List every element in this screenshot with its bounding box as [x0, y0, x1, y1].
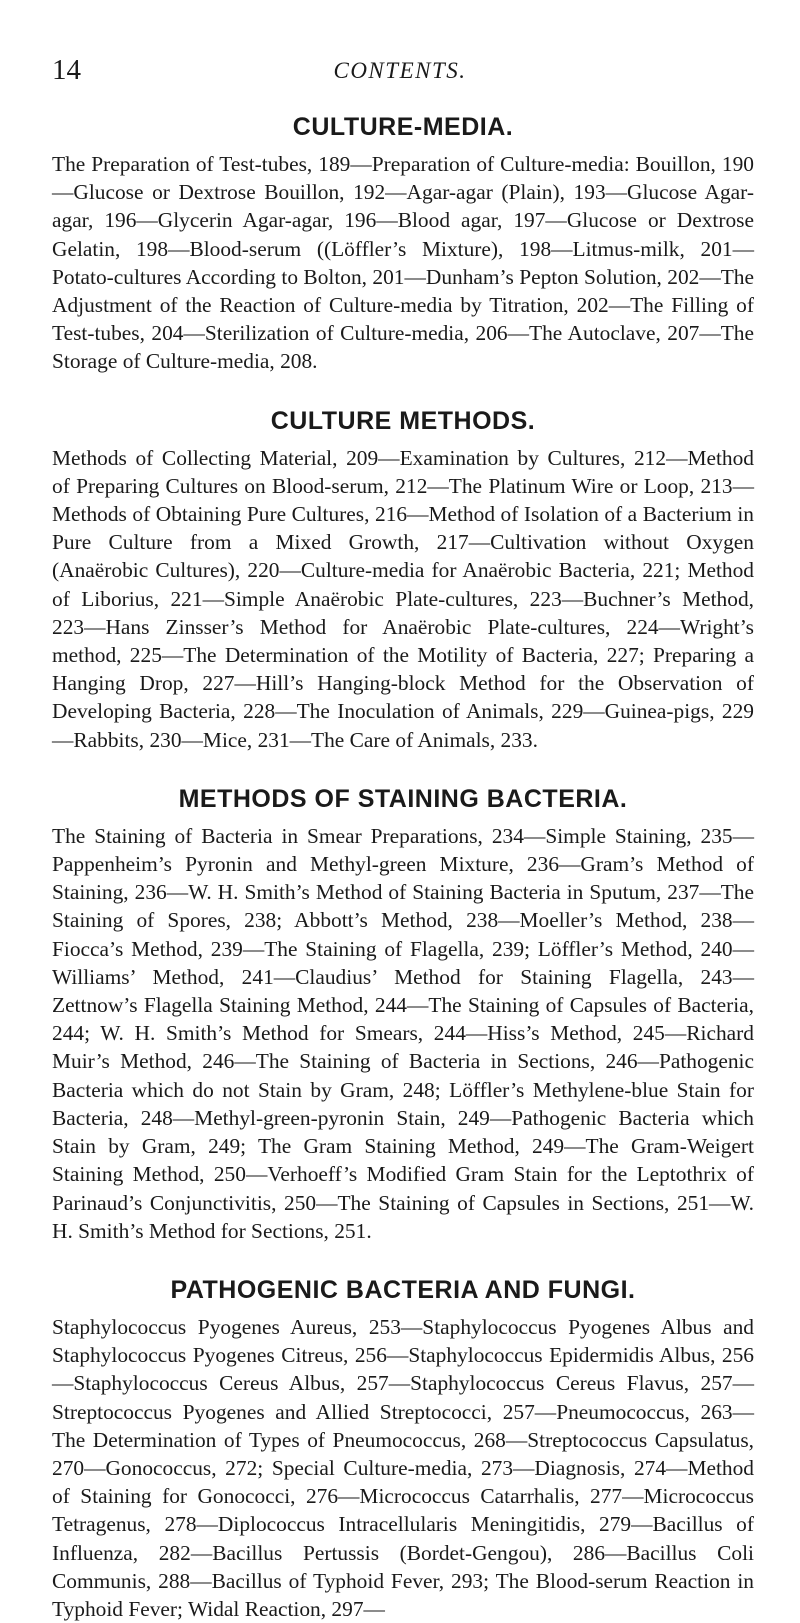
section-heading: CULTURE-MEDIA. — [292, 113, 514, 141]
section-entries: The Staining of Bacteria in Smear Preparations, 234—Simple Staining, 235—Pappenheim’s Pyronin and Methyl-green Mixture, 236—Gram’s Method of Staining, 236—W. H. Smith’s Method of Staining Bacteria in Sputum, 237—The Staining of Spores, 238; Abbott’s Method, 238—Moeller’s Method, 238—Fiocca’s Method, 239—The Staining of Flagella, 239; Löffler’s Method, 240—Williams’ Method, 241—Claudius’ Method for Staining Flagella, 243—Zettnow’s Flagella Staining Method, 244—The Staining of Capsules of Bacteria, 244; W. H. Smith’s Method for Smears, 244—Hiss’s Method, 245—Richard Muir’s Method, 246—The Staining of Bacteria in Sections, 246—Pathogenic Bacteria which do not Stain by Gram, 248; Löffler’s Methylene-blue Stain for Bacteria, 248—Methyl-green-pyronin Stain, 249—Pathogenic Bacteria which Stain by Gram, 249; The Gram Staining Method, 249—The Gram-Weigert Staining Method, 250—Verhoeff’s Modified Gram Stain for the Leptothrix of Parinaud’s Conjunctivitis, 250—The Staining of Capsules in Sections, 251—W. H. Smith’s Method for Sections, 251. — [52, 823, 754, 1243]
section-culture-methods — [52, 404, 754, 754]
section-staining-methods — [52, 782, 754, 1245]
section-heading: METHODS OF STAINING BACTERIA. — [178, 784, 628, 813]
page-number: 14 — [52, 54, 81, 86]
running-head — [52, 54, 748, 94]
section-heading: PATHOGENIC BACTERIA AND FUNGI. — [170, 1275, 636, 1304]
running-title: CONTENTS. — [333, 58, 467, 83]
section-pathogenic-bacteria — [52, 1273, 754, 1623]
section-entries: Methods of Collecting Material, 209—Examination by Cultures, 212—Method of Preparing Cultures on Blood-serum, 212—The Platinum Wire or Loop, 213—Methods of Obtaining Pure Cultures, 216—Method of Isolation of a Bacterium in Pure Culture from a Mixed Growth, 217—Cultivation without Oxygen (Anaërobic Cultures), 220—Culture-media for Anaërobic Bacteria, 221; Method of Liborius, 221—Simple Anaërobic Plate-cultures, 223—Buchner’s Method, 223—Hans Zinsser’s Method for Anaërobic Plate-cultures, 224—Wright’s method, 225—The Determination of the Motility of Bacteria, 227; Preparing a Hanging Drop, 227—Hill’s Hanging-block Method for the Observation of Developing Bacteria, 228—The Inoculation of Animals, 229—Guinea-pigs, 229—Rabbits, 230—Mice, 231—The Care of Animals, 233. — [52, 445, 754, 752]
section-heading: CULTURE METHODS. — [270, 406, 536, 435]
section-culture-media — [52, 110, 754, 376]
section-entries: The Preparation of Test-tubes, 189—Preparation of Culture-media: Bouillon, 190—Glucose or Dextrose Bouillon, 192—Agar-agar (Plain), 193—Glucose Agar-agar, 196—Glycerin Agar-agar, 196—Blood agar, 197—Glucose or Dextrose Gelatin, 198—Blood-serum ((Löffler’s Mixture), 198—Litmus-milk, 201—Potato-cultures According to Bolton, 201—Dunham’s Pepton Solution, 202—The Adjustment of the Reaction of Culture-media by Titration, 202—The Filling of Test-tubes, 204—Sterilization of Culture-media, 206—The Autoclave, 207—The Storage of Culture-media, 208. — [52, 152, 754, 374]
contents-body — [52, 110, 754, 1623]
section-entries: Staphylococcus Pyogenes Aureus, 253—Staphylococcus Pyogenes Albus and Staphylococcus Pyogenes Citreus, 256—Staphylococcus Epidermidis Albus, 256—Staphylococcus Cereus Albus, 257—Staphylococcus Cereus Flavus, 257—Streptococcus Pyogenes and Allied Streptococci, 257—Pneumococcus, 263—The Determination of Types of Pneumococcus, 268—Streptococcus Capsulatus, 270—Gonococcus, 272; Special Culture-media, 273—Diagnosis, 274—Method of Staining for Gonococci, 276—Micrococcus Catarrhalis, 277—Micrococcus Tetragenus, 278—Diplococcus Intracellularis Meningitidis, 279—Bacillus of Influenza, 282—Bacillus Pertussis (Bordet-Gengou), 286—Bacillus Coli Communis, 288—Bacillus of Typhoid Fever, 293; The Blood-serum Reaction in Typhoid Fever; Widal Reaction, 297— — [52, 1314, 754, 1621]
